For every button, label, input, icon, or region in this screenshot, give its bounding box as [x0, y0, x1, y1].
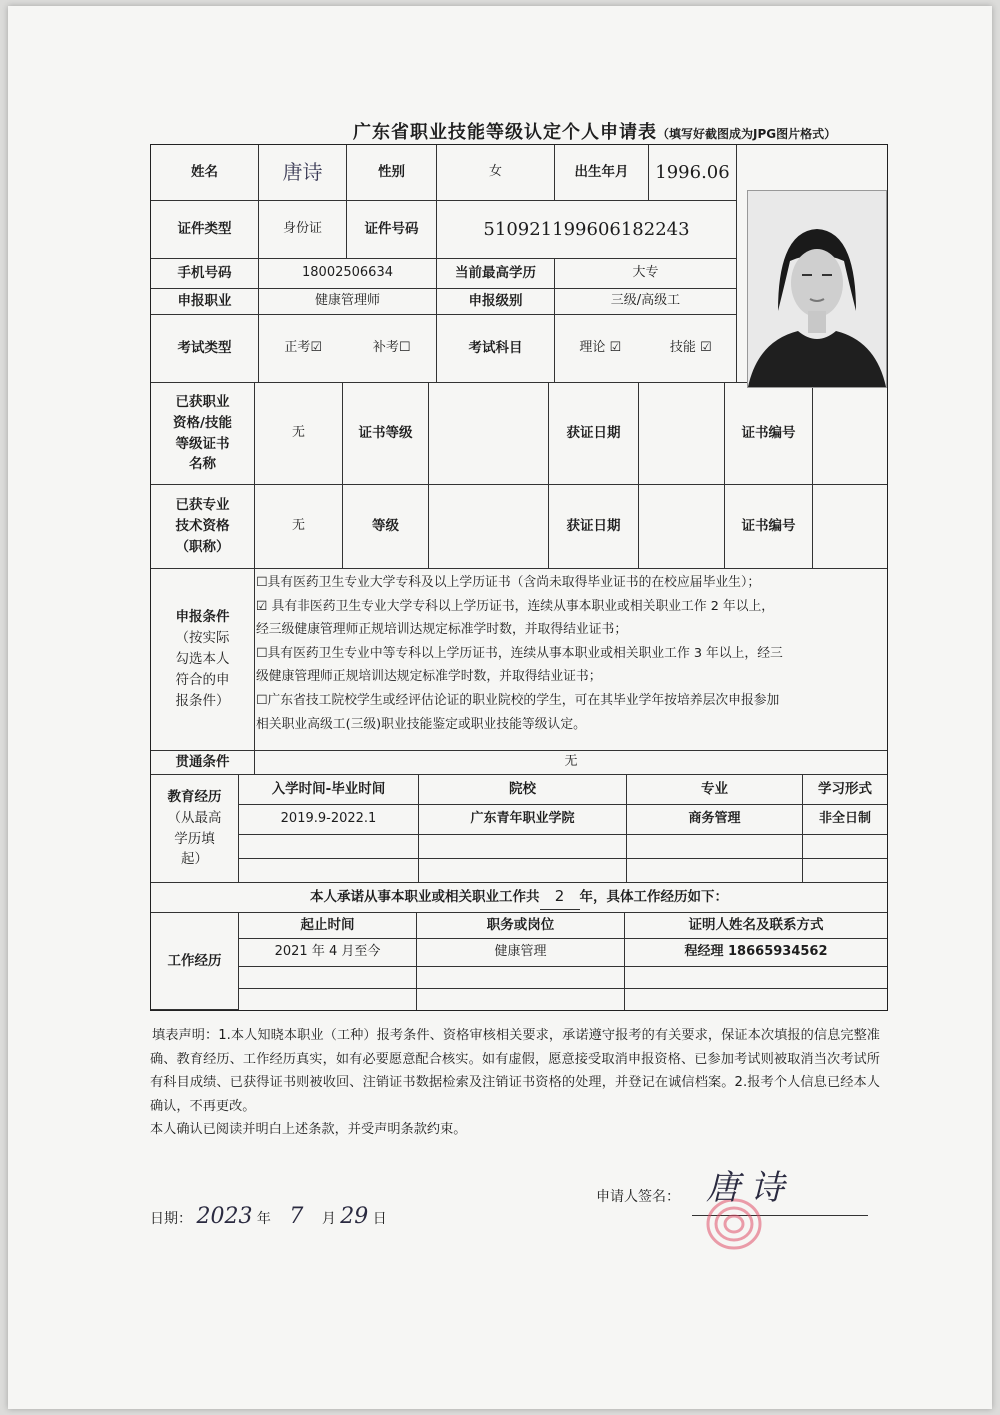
- form-title-text: 广东省职业技能等级认定个人申请表: [353, 122, 657, 143]
- name-label: 姓名: [151, 145, 259, 201]
- date-year-unit: 年: [256, 1211, 271, 1227]
- edu-empty-cell: [419, 859, 627, 883]
- gender-value: 女: [437, 145, 555, 201]
- work-summary-prefix: 本人承诺从事本职业或相关职业工作共: [310, 889, 540, 906]
- edu-value: 大专: [555, 259, 737, 289]
- work-summary-suffix: 年，具体工作经历如下：: [579, 889, 728, 906]
- tech-cert-label-2: 技术资格: [175, 518, 230, 535]
- edu-col-period: 入学时间-毕业时间: [239, 775, 419, 805]
- exam-subject-options: [555, 315, 737, 383]
- edu-empty-cell: [627, 859, 803, 883]
- edu-empty-cell: [803, 859, 887, 883]
- occupation-value: 健康管理师: [259, 289, 437, 315]
- work-col-period: 起止时间: [239, 913, 417, 939]
- edu-empty-cell: [627, 835, 803, 859]
- edu-empty-cell: [239, 859, 419, 883]
- form-title-note: （填写好截图成为JPG图片格式）: [657, 127, 837, 141]
- edu-col-school: 院校: [419, 775, 627, 805]
- tech-cert-label-1: 已获专业: [175, 497, 230, 514]
- signature-handwriting: 唐诗: [706, 1168, 794, 1208]
- work-empty-cell: [239, 967, 417, 989]
- edu-history-label-3: 学历填: [174, 830, 215, 847]
- work-post-value: 健康管理: [417, 939, 625, 967]
- edu-mode-value: 非全日制: [803, 805, 887, 835]
- exam-type-label: 考试类型: [151, 315, 259, 383]
- conditions-label-5: 报条件）: [175, 692, 230, 709]
- cert-date-label: 获证日期: [549, 383, 639, 485]
- cert-date-value: [639, 383, 725, 485]
- conditions-label-3: 勾选本人: [175, 651, 230, 668]
- condition-item[interactable]: ☑ 具有非医药卫生专业大学专科以上学历证书，连续从事本职业或相关职业工作 2 年以上，: [256, 598, 775, 614]
- work-ref-value: 程经理 18665934562: [625, 939, 887, 967]
- exam-makeup-checkbox[interactable]: 补考☐: [372, 340, 411, 356]
- work-col-post: 职务或岗位: [417, 913, 625, 939]
- conditions-label-2: （按实际: [175, 630, 230, 647]
- voc-cert-label-2: 资格/技能: [173, 414, 232, 431]
- condition-item[interactable]: ☐具有医药卫生专业大学专科及以上学历证书（含尚未取得毕业证书的在校应届毕业生）；: [256, 575, 761, 590]
- exam-regular-checkbox[interactable]: 正考☑: [284, 340, 323, 356]
- cert-level-label: 证书等级: [343, 383, 429, 485]
- date-month: 7: [289, 1204, 304, 1229]
- applicant-portrait-icon: [748, 191, 886, 387]
- grade-label: 等级: [343, 485, 429, 569]
- exam-type-options: [259, 315, 437, 383]
- condition-item: 级健康管理师正规培训达规定标准学时数，并取得结业证书；: [256, 669, 602, 685]
- work-period-value: 2021 年 4 月至今: [239, 939, 417, 967]
- edu-empty-cell: [803, 835, 887, 859]
- tech-cert-label: [151, 485, 255, 569]
- through-label: 贯通条件: [151, 751, 255, 775]
- conditions-list: [256, 571, 882, 736]
- level-value: 三级/高级工: [555, 289, 737, 315]
- voc-cert-label-4: 名称: [189, 456, 216, 473]
- cert-level-value: [429, 383, 549, 485]
- voc-cert-label-1: 已获职业: [175, 393, 230, 410]
- id-type-label: 证件类型: [151, 201, 259, 259]
- birth-label: 出生年月: [555, 145, 649, 201]
- declaration-confirm: 本人确认已阅读并明白上述条款，并受声明条款约束。: [150, 1122, 467, 1137]
- cert-no-label: 证书编号: [725, 383, 813, 485]
- edu-col-mode: 学习形式: [803, 775, 887, 805]
- phone-value: 18002506634: [259, 259, 437, 289]
- tech-cert-value: 无: [255, 485, 343, 569]
- edu-school-value: 广东青年职业学院: [419, 805, 627, 835]
- signature-label: 申请人签名：: [596, 1189, 680, 1205]
- id-no-label: 证件号码: [347, 201, 437, 259]
- declaration-text: 填表声明：1.本人知晓本职业（工种）报考条件、资格审核相关要求，承诺遵守报考的有关要求，保证本次填报的信息完整准确、教育经历、工作经历真实，如有必要愿意配合核实。如有虚假，愿意接受取消申报资格、已参加考试则被取消当次考试所有科目成绩、已获得证书则被收回、注销证书数据检索及注销证书资格的处理，并登记在诚信档案。2.报考个人信息已经本人确认，不再更改。: [150, 1028, 880, 1114]
- work-empty-cell: [417, 967, 625, 989]
- work-col-ref: 证明人姓名及联系方式: [625, 913, 887, 939]
- edu-col-major: 专业: [627, 775, 803, 805]
- level-label: 申报级别: [437, 289, 555, 315]
- edu-empty-cell: [239, 835, 419, 859]
- work-years-value: 2: [540, 885, 580, 909]
- voc-cert-label-3: 等级证书: [175, 435, 230, 452]
- date-day-unit: 日: [372, 1211, 387, 1227]
- declaration-block: [150, 1024, 880, 1142]
- edu-empty-cell: [419, 835, 627, 859]
- applicant-photo: [747, 190, 887, 388]
- condition-item: 经三级健康管理师正规培训达规定标准学时数，并取得结业证书；: [256, 622, 628, 638]
- voc-cert-label: [151, 383, 255, 485]
- edu-period-value: 2019.9-2022.1: [239, 805, 419, 835]
- edu-history-label-1: 教育经历: [167, 788, 222, 805]
- date-day: 29: [340, 1204, 369, 1229]
- through-value: 无: [255, 751, 887, 775]
- date-label: 日期：: [150, 1211, 192, 1227]
- cert-date2-value: [639, 485, 725, 569]
- name-value: 唐诗: [259, 145, 347, 201]
- id-type-value: 身份证: [259, 201, 347, 259]
- phone-label: 手机号码: [151, 259, 259, 289]
- cert-no2-value: [813, 485, 887, 569]
- condition-item: 相关职业高级工(三级)职业技能鉴定或职业技能等级认定。: [256, 716, 586, 732]
- work-empty-cell: [417, 989, 625, 1010]
- date-month-unit: 月: [321, 1211, 336, 1227]
- cert-date2-label: 获证日期: [549, 485, 639, 569]
- birth-value: 1996.06: [649, 145, 737, 201]
- edu-history-label: [151, 775, 239, 883]
- work-summary: [151, 883, 887, 913]
- exam-subject-label: 考试科目: [437, 315, 555, 383]
- condition-item[interactable]: ☐具有医药卫生专业中等专科以上学历证书，连续从事本职业或相关职业工作 3 年以上，经三: [256, 645, 783, 661]
- date-row: [150, 1204, 387, 1229]
- cert-no2-label: 证书编号: [725, 485, 813, 569]
- conditions-label: [151, 569, 255, 751]
- subject-skill-checkbox[interactable]: 技能 ☑: [669, 340, 712, 356]
- edu-history-label-4: 起）: [181, 851, 208, 868]
- voc-cert-value: 无: [255, 383, 343, 485]
- work-empty-cell: [625, 989, 887, 1010]
- condition-item[interactable]: ☐广东省技工院校学生或经评估论证的职业院校的学生，可在其毕业学年按培养层次申报参加: [256, 692, 780, 708]
- grade-value: [429, 485, 549, 569]
- occupation-label: 申报职业: [151, 289, 259, 315]
- edu-history-label-2: （从最高: [167, 809, 222, 826]
- edu-label: 当前最高学历: [437, 259, 555, 289]
- gender-label: 性别: [347, 145, 437, 201]
- date-year: 2023: [196, 1204, 253, 1229]
- work-history-label: 工作经历: [151, 913, 239, 1010]
- work-empty-cell: [239, 989, 417, 1010]
- conditions-label-1: 申报条件: [175, 609, 230, 626]
- conditions-label-4: 符合的申: [175, 671, 230, 688]
- cert-no-value: [813, 383, 887, 485]
- subject-theory-checkbox[interactable]: 理论 ☑: [579, 340, 622, 356]
- work-empty-cell: [625, 967, 887, 989]
- id-no-value: 510921199606182243: [437, 201, 737, 259]
- form-title: [353, 118, 836, 144]
- tech-cert-label-3: （职称）: [175, 538, 230, 555]
- edu-major-value: 商务管理: [627, 805, 803, 835]
